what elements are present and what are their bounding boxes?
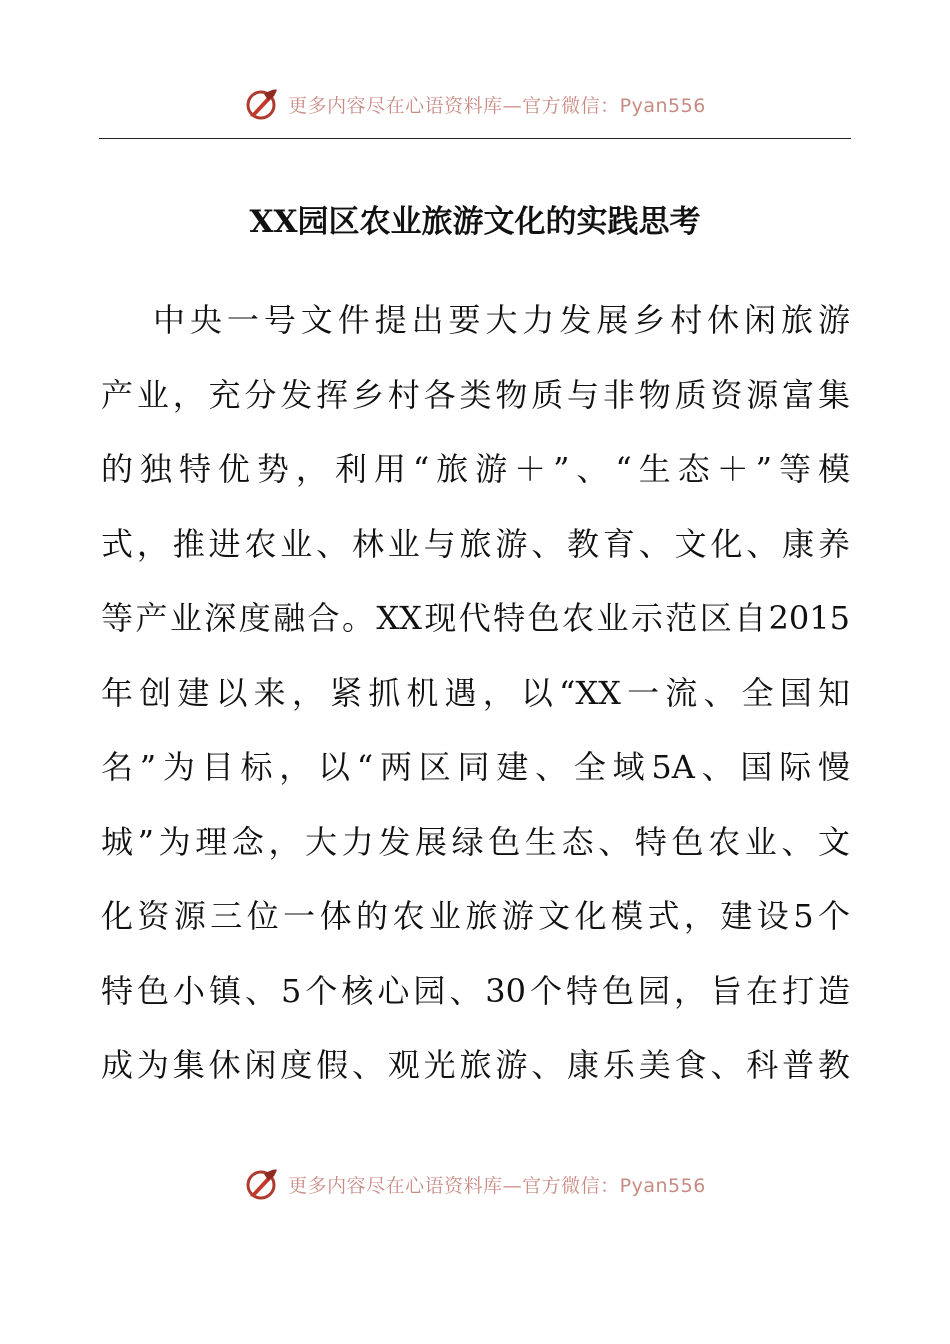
quill-logo-icon (244, 1166, 280, 1202)
document-body (101, 283, 850, 1103)
header-divider (99, 138, 851, 139)
quill-logo-icon (244, 86, 280, 122)
watermark-text: 更多内容尽在心语资料库—官方微信：Pyan556 (288, 94, 706, 117)
watermark-wechat-id: Pyan556 (619, 1174, 706, 1197)
body-line: 式，推进农业、林业与旅游、教育、文化、康养 (101, 524, 850, 563)
body-line: 等产业深度融合。XX现代特色农业示范区自2015 (101, 599, 850, 637)
body-line: 名”为目标，以“两区同建、全域5A、国际慢 (101, 748, 850, 786)
body-line: 特色小镇、5个核心园、30个特色园，旨在打造 (101, 971, 850, 1010)
watermark-text: 更多内容尽在心语资料库—官方微信：Pyan556 (288, 1174, 706, 1197)
watermark-wechat-id: Pyan556 (619, 94, 706, 117)
body-line: 化资源三位一体的农业旅游文化模式，建设5个 (101, 897, 850, 935)
body-line: 产业，充分发挥乡村各类物质与非物质资源富集 (101, 375, 850, 414)
body-line: 成为集休闲度假、观光旅游、康乐美食、科普教 (101, 1046, 850, 1084)
body-line: 的独特优势，利用“旅游＋”、“生态＋”等模 (101, 450, 850, 488)
footer-watermark (0, 1164, 950, 1204)
body-line: 年创建以来，紧抓机遇，以“XX一流、全国知 (101, 673, 850, 712)
body-line: 中央一号文件提出要大力发展乡村休闲旅游 (153, 301, 850, 339)
document-title: XX园区农业旅游文化的实践思考 (249, 204, 701, 240)
header-watermark (0, 84, 950, 124)
body-line: 城”为理念，大力发展绿色生态、特色农业、文 (101, 822, 850, 861)
